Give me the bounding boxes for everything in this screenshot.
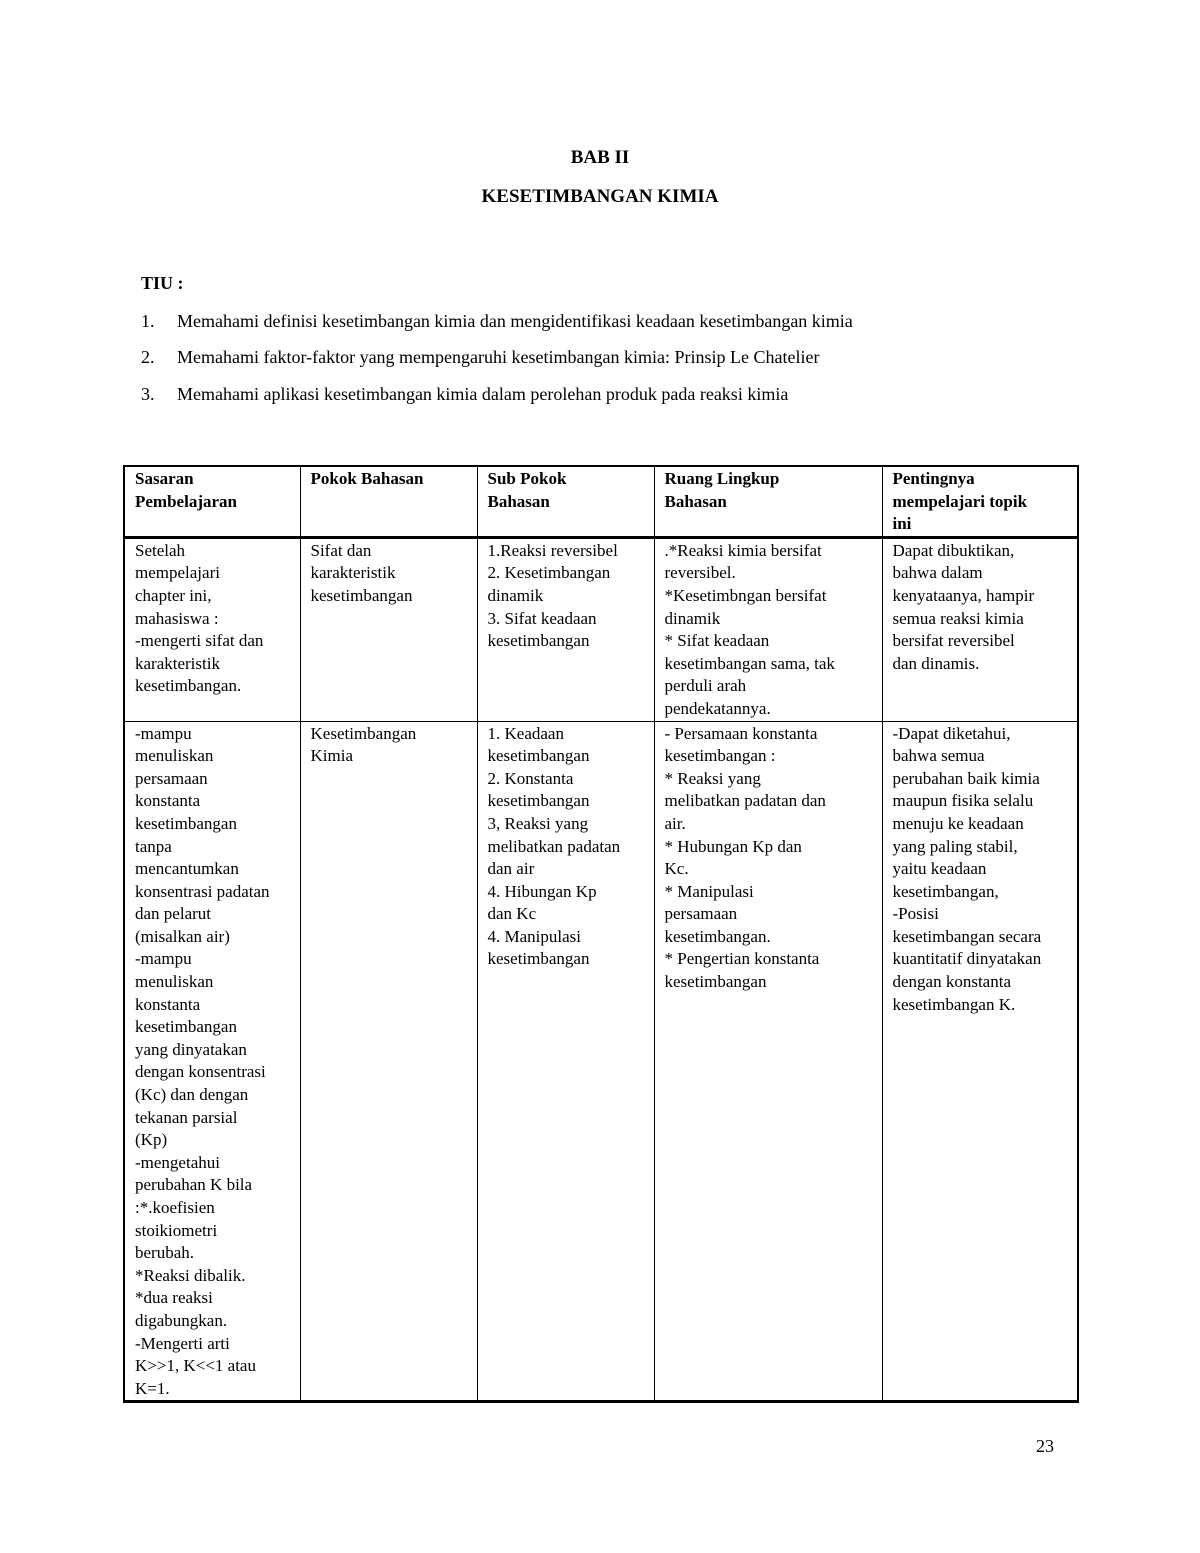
objective-item: [141, 384, 788, 405]
table-cell: Setelah mempelajari chapter ini, mahasiswa : -mengerti sifat dan karakteristik kesetimbangan.: [124, 537, 300, 721]
header-ruang-lingkup: Ruang Lingkup Bahasan: [654, 466, 882, 537]
header-sasaran: Sasaran Pembelajaran: [124, 466, 300, 537]
header-pentingnya: Pentingnya mempelajari topik ini: [882, 466, 1078, 537]
objective-item: [141, 347, 819, 368]
objective-text: Memahami faktor-faktor yang mempengaruhi kesetimbangan kimia: Prinsip Le Chatelier: [177, 347, 820, 367]
table-cell: Kesetimbangan Kimia: [300, 721, 477, 1402]
chapter-title: KESETIMBANGAN KIMIA: [481, 186, 719, 207]
header-sub-pokok-bahasan: Sub Pokok Bahasan: [477, 466, 654, 537]
objective-number: 2.: [141, 347, 155, 367]
table-cell: .*Reaksi kimia bersifat reversibel. *Kesetimbngan bersifat dinamik * Sifat keadaan kesetimbangan sama, tak perduli arah pendekatannya.: [654, 537, 882, 721]
table-cell: - Persamaan konstanta kesetimbangan : * Reaksi yang melibatkan padatan dan air. * Hubungan Kp dan Kc. * Manipulasi persamaan kesetimbangan. * Pengertian konstanta kesetimbangan: [654, 721, 882, 1402]
header-pokok-bahasan: Pokok Bahasan: [300, 466, 477, 537]
page-number: 23: [1036, 1436, 1054, 1456]
table-row: [124, 537, 1078, 721]
objective-number: 3.: [141, 384, 155, 404]
chapter-heading: BAB II: [570, 147, 630, 168]
learning-plan-table: [123, 465, 1079, 1403]
tiu-label: TIU :: [141, 273, 184, 293]
table-row: [124, 721, 1078, 1402]
table-cell: Dapat dibuktikan, bahwa dalam kenyataanya, hampir semua reaksi kimia bersifat reversibel dan dinamis.: [882, 537, 1078, 721]
table-cell: -mampu menuliskan persamaan konstanta kesetimbangan tanpa mencantumkan konsentrasi padatan dan pelarut (misalkan air) -mampu menuliskan konstanta kesetimbangan yang dinyatakan dengan konsentrasi (Kc) dan dengan tekanan parsial (Kp) -mengetahui perubahan K bila :*.koefisien stoikiometri berubah. *Reaksi dibalik. *dua reaksi digabungkan. -Mengerti arti K>>1, K<<1 atau K=1.: [124, 721, 300, 1402]
table-cell: Sifat dan karakteristik kesetimbangan: [300, 537, 477, 721]
table-cell: 1. Keadaan kesetimbangan 2. Konstanta kesetimbangan 3, Reaksi yang melibatkan padatan dan air 4. Hibungan Kp dan Kc 4. Manipulasi kesetimbangan: [477, 721, 654, 1402]
objective-text: Memahami aplikasi kesetimbangan kimia dalam perolehan produk pada reaksi kimia: [177, 384, 789, 404]
objective-text: Memahami definisi kesetimbangan kimia dan mengidentifikasi keadaan kesetimbangan kimia: [177, 311, 853, 331]
table-cell: -Dapat diketahui, bahwa semua perubahan baik kimia maupun fisika selalu menuju ke keadaan yang paling stabil, yaitu keadaan kesetimbangan, -Posisi kesetimbangan secara kuantitatif dinyatakan dengan konstanta kesetimbangan K.: [882, 721, 1078, 1402]
table-header-row: [124, 466, 1078, 537]
table-cell: 1.Reaksi reversibel 2. Kesetimbangan dinamik 3. Sifat keadaan kesetimbangan: [477, 537, 654, 721]
objective-item: [141, 311, 853, 332]
objective-number: 1.: [141, 311, 155, 331]
